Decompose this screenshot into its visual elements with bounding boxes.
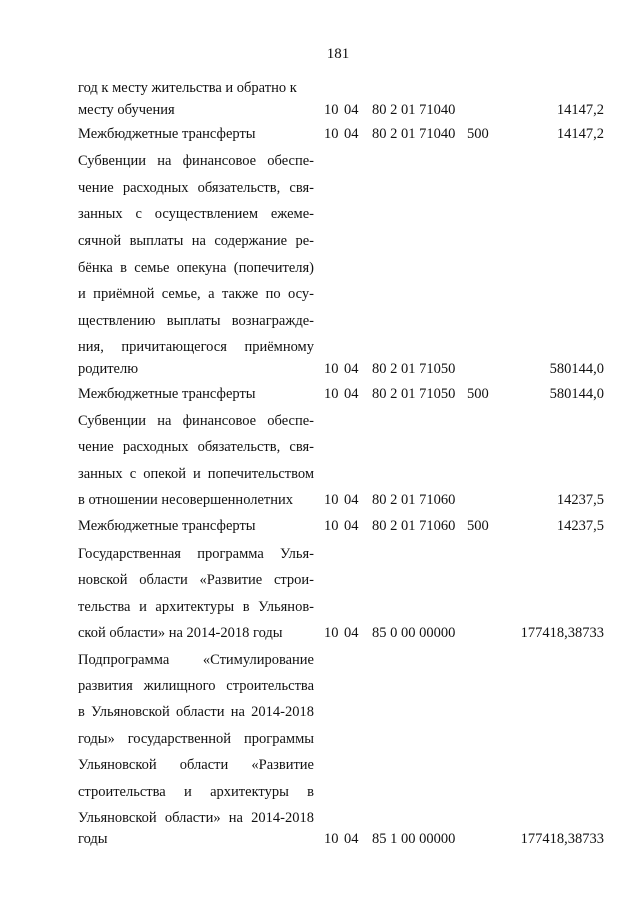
table-row: [0, 487, 640, 513]
table-row: [0, 255, 640, 281]
table-row: [0, 434, 640, 460]
row-target-article: 80 2 01 71040: [372, 126, 456, 142]
row-subsection-code: 04: [344, 126, 359, 142]
row-description: новской области «Развитие строи-: [78, 572, 314, 588]
row-section-code: 10: [324, 831, 339, 847]
row-amount: 14237,5: [556, 518, 604, 534]
row-expense-type: 500: [467, 126, 489, 142]
table-row: [0, 381, 640, 407]
row-description: строительства и архитектуры в: [78, 784, 314, 800]
row-description: Государственная программа Улья-: [78, 546, 314, 562]
row-target-article: 80 2 01 71060: [372, 492, 456, 508]
table-row: [0, 148, 640, 174]
row-description: ния, причитающегося приёмному: [78, 339, 314, 355]
row-description: чение расходных обязательств, свя-: [78, 180, 314, 196]
table-row: [0, 461, 640, 487]
row-description: развития жилищного строительства: [78, 678, 314, 694]
row-description: Межбюджетные трансферты: [78, 518, 256, 534]
row-amount: 177418,38733: [520, 625, 604, 641]
row-target-article: 80 2 01 71060: [372, 518, 456, 534]
row-target-article: 80 2 01 71040: [372, 102, 456, 118]
table-row: [0, 175, 640, 201]
row-description: годы: [78, 831, 108, 847]
table-row: [0, 356, 640, 382]
table-row: [0, 567, 640, 593]
row-subsection-code: 04: [344, 361, 359, 377]
table-row: [0, 726, 640, 752]
table-row: [0, 201, 640, 227]
row-amount: 14147,2: [556, 102, 604, 118]
table-row: [0, 673, 640, 699]
row-description: занных с опекой и попечительством: [78, 466, 314, 482]
row-section-code: 10: [324, 102, 339, 118]
row-subsection-code: 04: [344, 518, 359, 534]
table-row: [0, 121, 640, 147]
row-description: Субвенции на финансовое обеспе-: [78, 153, 314, 169]
row-subsection-code: 04: [344, 831, 359, 847]
row-description: родителю: [78, 361, 139, 377]
row-description: чение расходных обязательств, свя-: [78, 439, 314, 455]
row-description: Межбюджетные трансферты: [78, 386, 256, 402]
table-row: [0, 408, 640, 434]
row-section-code: 10: [324, 625, 339, 641]
row-target-article: 80 2 01 71050: [372, 386, 456, 402]
row-description: Субвенции на финансовое обеспе-: [78, 413, 314, 429]
row-subsection-code: 04: [344, 386, 359, 402]
table-row: [0, 281, 640, 307]
row-description: бёнка в семье опекуна (попечителя): [78, 260, 314, 276]
table-row: [0, 513, 640, 539]
table-row: [0, 308, 640, 334]
row-section-code: 10: [324, 126, 339, 142]
table-row: [0, 826, 640, 852]
row-section-code: 10: [324, 361, 339, 377]
row-description: годы» государственной программы: [78, 731, 314, 747]
row-subsection-code: 04: [344, 492, 359, 508]
row-amount: 14237,5: [556, 492, 604, 508]
table-row: [0, 752, 640, 778]
row-description: Межбюджетные трансферты: [78, 126, 256, 142]
row-description: и приёмной семье, а также по осу-: [78, 286, 314, 302]
table-row: [0, 594, 640, 620]
table-row: [0, 97, 640, 123]
row-subsection-code: 04: [344, 102, 359, 118]
table-row: [0, 620, 640, 646]
table-row: [0, 779, 640, 805]
row-target-article: 80 2 01 71050: [372, 361, 456, 377]
row-description: Ульяновской области» на 2014-2018: [78, 810, 314, 826]
row-amount: 177418,38733: [520, 831, 604, 847]
row-section-code: 10: [324, 386, 339, 402]
row-section-code: 10: [324, 492, 339, 508]
table-row: [0, 228, 640, 254]
row-description: Подпрограмма «Стимулирование: [78, 652, 314, 668]
page-number: 181: [326, 46, 350, 62]
table-row: [0, 647, 640, 673]
row-amount: 580144,0: [549, 386, 604, 402]
row-description: в отношении несовершеннолетних: [78, 492, 294, 508]
row-expense-type: 500: [467, 518, 489, 534]
row-description: тельства и архитектуры в Ульянов-: [78, 599, 314, 615]
row-expense-type: 500: [467, 386, 489, 402]
row-target-article: 85 0 00 00000: [372, 625, 456, 641]
row-description: занных с осуществлением ежеме-: [78, 206, 314, 222]
row-amount: 580144,0: [549, 361, 604, 377]
row-description: ской области» на 2014-2018 годы: [78, 625, 283, 641]
row-description: месту обучения: [78, 102, 175, 118]
row-description: Ульяновской области «Развитие: [78, 757, 314, 773]
row-target-article: 85 1 00 00000: [372, 831, 456, 847]
row-section-code: 10: [324, 518, 339, 534]
row-description: ществлению выплаты вознагражде-: [78, 313, 314, 329]
row-description: в Ульяновской области на 2014-2018: [78, 704, 314, 720]
row-amount: 14147,2: [556, 126, 604, 142]
row-subsection-code: 04: [344, 625, 359, 641]
row-description: год к месту жительства и обратно к: [78, 80, 297, 96]
row-description: сячной выплаты на содержание ре-: [78, 233, 314, 249]
table-row: [0, 699, 640, 725]
table-row: [0, 541, 640, 567]
